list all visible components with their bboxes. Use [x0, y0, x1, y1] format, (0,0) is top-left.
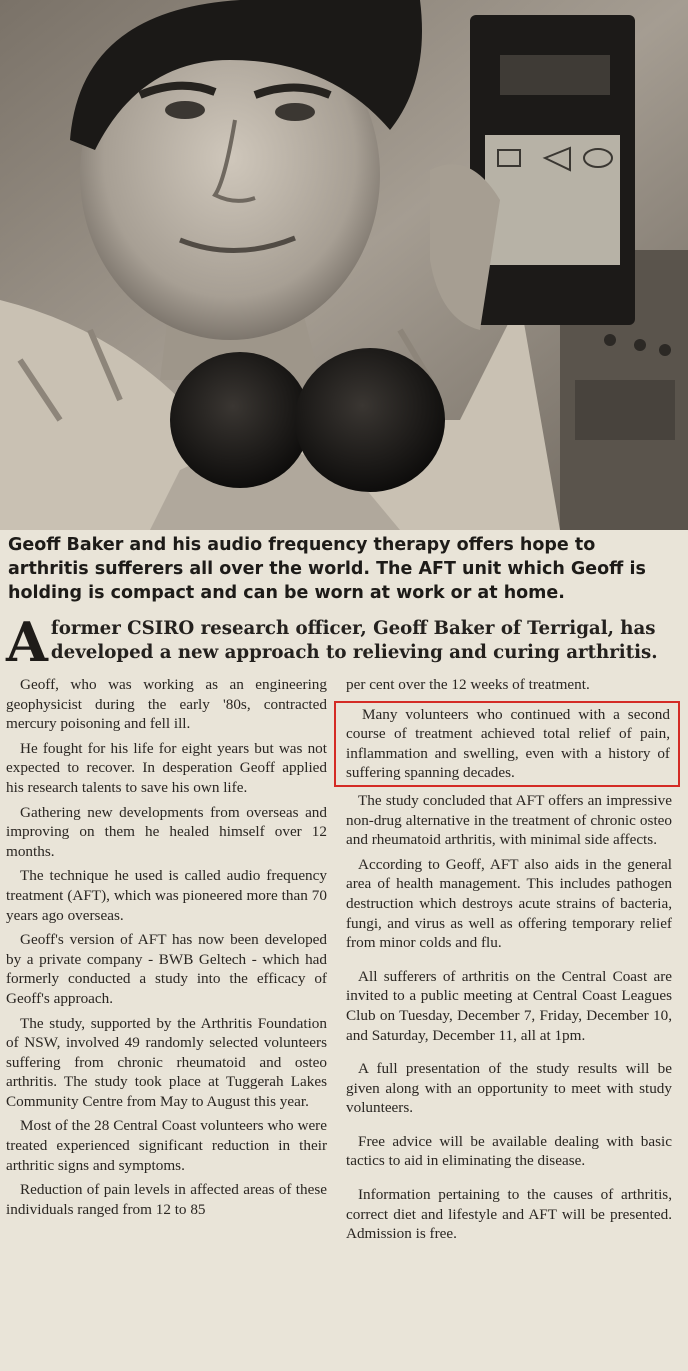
paragraph: The study concluded that AFT offers an impressive non-drug alternative in the treatment of chronic osteo and rheumatoid arthritis, with minimal side affects.: [346, 791, 672, 849]
drop-cap: A: [6, 610, 48, 674]
paragraph: The technique he used is called audio frequency treatment (AFT), which was pioneered more than 70 years ago overseas.: [6, 867, 327, 924]
paragraph: The study, supported by the Arthritis Foundation of NSW, involved 49 randomly selected volunteers suffering from chronic rheumatoid and osteo arthritis. The study took place at Tuggerah Lakes Community Centre from May to August this year.: [6, 1014, 327, 1110]
left-column: [6, 675, 327, 1219]
paragraph: According to Geoff, AFT also aids in the general area of health management. This includes pathogen destruction which destroys acute strains of bacteria, fungi, and virus as well as offering temporary relief from minor colds and flu.: [346, 855, 672, 952]
photo-illustration: [0, 0, 688, 530]
paragraph: Gathering new developments from overseas and improving on them he healed himself over 12 months.: [6, 803, 327, 860]
paragraph: A full presentation of the study results will be given along with an opportunity to meet with study volunteers.: [346, 1060, 672, 1117]
paragraph-continued: per cent over the 12 weeks of treatment.: [346, 676, 590, 693]
paragraph: Reduction of pain levels in affected areas of these individuals ranged from 12 to 85: [6, 1181, 327, 1218]
headline-text: former CSIRO research officer, Geoff Baker of Terrigal, has developed a new approach to relieving and curing arthritis.: [50, 618, 658, 663]
paragraph: Geoff's version of AFT has now been developed by a private company - BWB Geltech - which had formerly conducted a study into the efficacy of Geoff's approach.: [6, 931, 327, 1007]
paragraph: Information pertaining to the causes of arthritis, correct diet and lifestyle and AFT will be presented. Admission is free.: [346, 1186, 672, 1243]
paragraph: He fought for his life for eight years but was not expected to recover. In desperation Geoff applied his research talents to save his own life.: [6, 739, 327, 796]
paragraph: Geoff, who was working as an engineering geophysicist during the early '80s, contracted mercury poisoning and fell ill.: [6, 676, 327, 733]
article-headline: [6, 610, 682, 674]
paragraph: Most of the 28 Central Coast volunteers who were treated experienced significant reduction in their arthritic signs and symptoms.: [6, 1117, 327, 1174]
photo-caption: Geoff Baker and his audio frequency therapy offers hope to arthritis sufferers all over the world. The AFT unit which Geoff is holding is compact and can be worn at work or at home.: [8, 535, 646, 603]
paragraph: All sufferers of arthritis on the Central Coast are invited to a public meeting at Central Coast Leagues Club on Tuesday, December 7, Friday, December 10, and Saturday, December 11, all at 1pm.: [346, 967, 672, 1044]
paragraph: Free advice will be available dealing with basic tactics to aid in eliminating the disease.: [346, 1132, 672, 1170]
highlighted-paragraph-box: [334, 701, 680, 787]
right-column: [346, 675, 672, 1244]
highlighted-paragraph: Many volunteers who continued with a second course of treatment achieved total relief of pain, inflammation and swelling, even with a history of suffering spanning decades.: [346, 705, 670, 782]
article-photo: [0, 0, 688, 530]
